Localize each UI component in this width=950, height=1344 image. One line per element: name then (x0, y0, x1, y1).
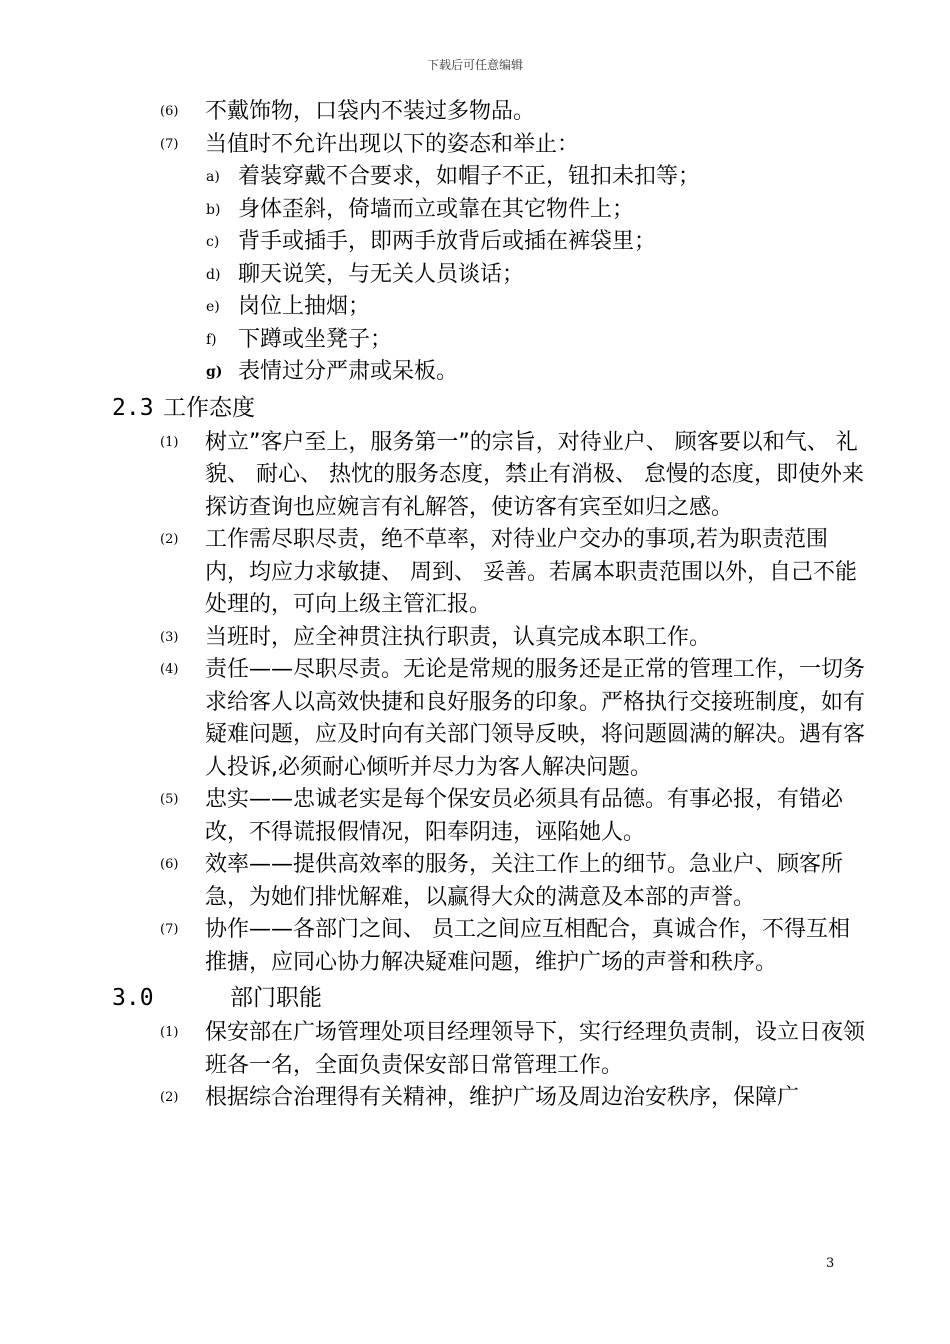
section-heading (0, 391, 950, 425)
sub-list-item (0, 161, 950, 194)
list-item-text: 当班时，应全神贯注执行职责，认真完成本职工作。 (205, 624, 712, 650)
page-header: 下载后可任意编辑 (426, 58, 523, 72)
list-marker: (7) (160, 922, 179, 937)
list-item (0, 129, 950, 162)
sub-list-item (0, 356, 950, 389)
list-marker: b) (206, 201, 221, 218)
list-item (0, 96, 950, 129)
sub-list-item (0, 226, 950, 259)
list-item (0, 654, 950, 784)
list-marker: (1) (160, 434, 179, 450)
list-item-text: 岗位上抽烟； (238, 294, 371, 319)
list-marker: (6) (160, 104, 179, 119)
sub-list-item (0, 194, 950, 227)
list-marker: e) (206, 299, 220, 315)
list-item (0, 1082, 950, 1115)
list-marker: a) (206, 169, 220, 185)
list-item-text: 责任——尽职尽责。无论是常规的服务还是正常的管理工作，一切务求给客人以高效快捷和良好服务的印象。严格执行交接班制度，如有疑难问题，应及时向有关部门领导反映，将问题圆满的解决。遇有客人投诉,必须耐心倾听并尽力为客人解决问题。 (205, 657, 866, 780)
list-item (0, 427, 950, 525)
section-heading (0, 981, 950, 1015)
list-item (0, 914, 950, 979)
list-item (0, 849, 950, 914)
section-title: 部门职能 (230, 985, 322, 1011)
list-item-text: 当值时不允许出现以下的姿态和举止： (205, 131, 580, 157)
list-item-text: 树立”客户至上，服务第一”的宗旨，对待业户、 顾客要以和气、 礼貌、 耐心、 热忱的服务态度，禁止有消极、 怠慢的态度，即使外来探访查询也应婉言有礼解答，使访客有宾至如归之感。 (205, 429, 864, 520)
list-marker: (2) (160, 532, 179, 547)
list-item (0, 1017, 950, 1082)
list-item-text: 着装穿戴不合要求，如帽子不正，钮扣未扣等； (238, 164, 701, 189)
list-marker: (1) (160, 1025, 179, 1040)
list-item (0, 524, 950, 622)
list-marker: g) (206, 364, 223, 380)
list-marker: (7) (160, 136, 179, 152)
list-item-text: 工作需尽职尽责，绝不草率，对待业户交办的事项,若为职责范围内，均应力求敏捷、 周到、 妥善。若属本职责范围以外，自己不能处理的，可向上级主管汇报。 (205, 527, 857, 617)
list-item (0, 622, 950, 655)
section-number: 3.0 (112, 985, 154, 1011)
list-item-text: 协作——各部门之间、 员工之间应互相配合，真诚合作，不得互相推搪，应同心协力解决疑难问题，维护广场的声誉和秩序。 (205, 917, 850, 975)
section-number: 2.3 (112, 394, 154, 421)
list-item-text: 不戴饰物，口袋内不装过多物品。 (205, 99, 536, 124)
list-marker: c) (206, 234, 220, 250)
list-item-text: 表情过分严肃或呆板。 (238, 359, 459, 384)
list-marker: (6) (160, 857, 179, 872)
list-item-text: 下蹲或坐凳子； (238, 326, 393, 352)
list-marker: (5) (160, 792, 179, 807)
list-item-text: 身体歪斜，倚墙而立或靠在其它物件上； (238, 196, 635, 222)
list-item-text: 忠实——忠诚老实是每个保安员必须具有品德。有事必报，有错必改，不得谎报假情况，阳奉阴违，诬陷她人。 (205, 787, 844, 845)
section-title: 工作态度 (163, 394, 255, 421)
sub-list-item (0, 291, 950, 324)
list-item-text: 背手或插手，即两手放背后或插在裤袋里； (238, 229, 657, 254)
list-marker: (3) (160, 629, 179, 645)
list-item-text: 保安部在广场管理处项目经理领导下，实行经理负责制，设立日夜领班各一名，全面负责保安部日常管理工作。 (205, 1020, 866, 1078)
page-number: 3 (826, 1256, 835, 1271)
list-item-text: 根据综合治理得有关精神，维护广场及周边治安秩序，保障广 (205, 1085, 800, 1110)
list-item-text: 效率——提供高效率的服务，关注工作上的细节。急业户、顾客所急，为她们排忧解难，以赢得大众的满意及本部的声誉。 (205, 852, 844, 910)
sub-list-item (0, 259, 950, 292)
list-item-text: 聊天说笑，与无关人员谈话； (238, 261, 525, 287)
list-marker: f) (206, 331, 217, 348)
list-marker: (4) (160, 662, 179, 677)
document-body (0, 96, 950, 1115)
list-marker: d) (206, 266, 221, 283)
list-item (0, 784, 950, 849)
sub-list-item (0, 324, 950, 357)
list-marker: (2) (160, 1090, 179, 1105)
